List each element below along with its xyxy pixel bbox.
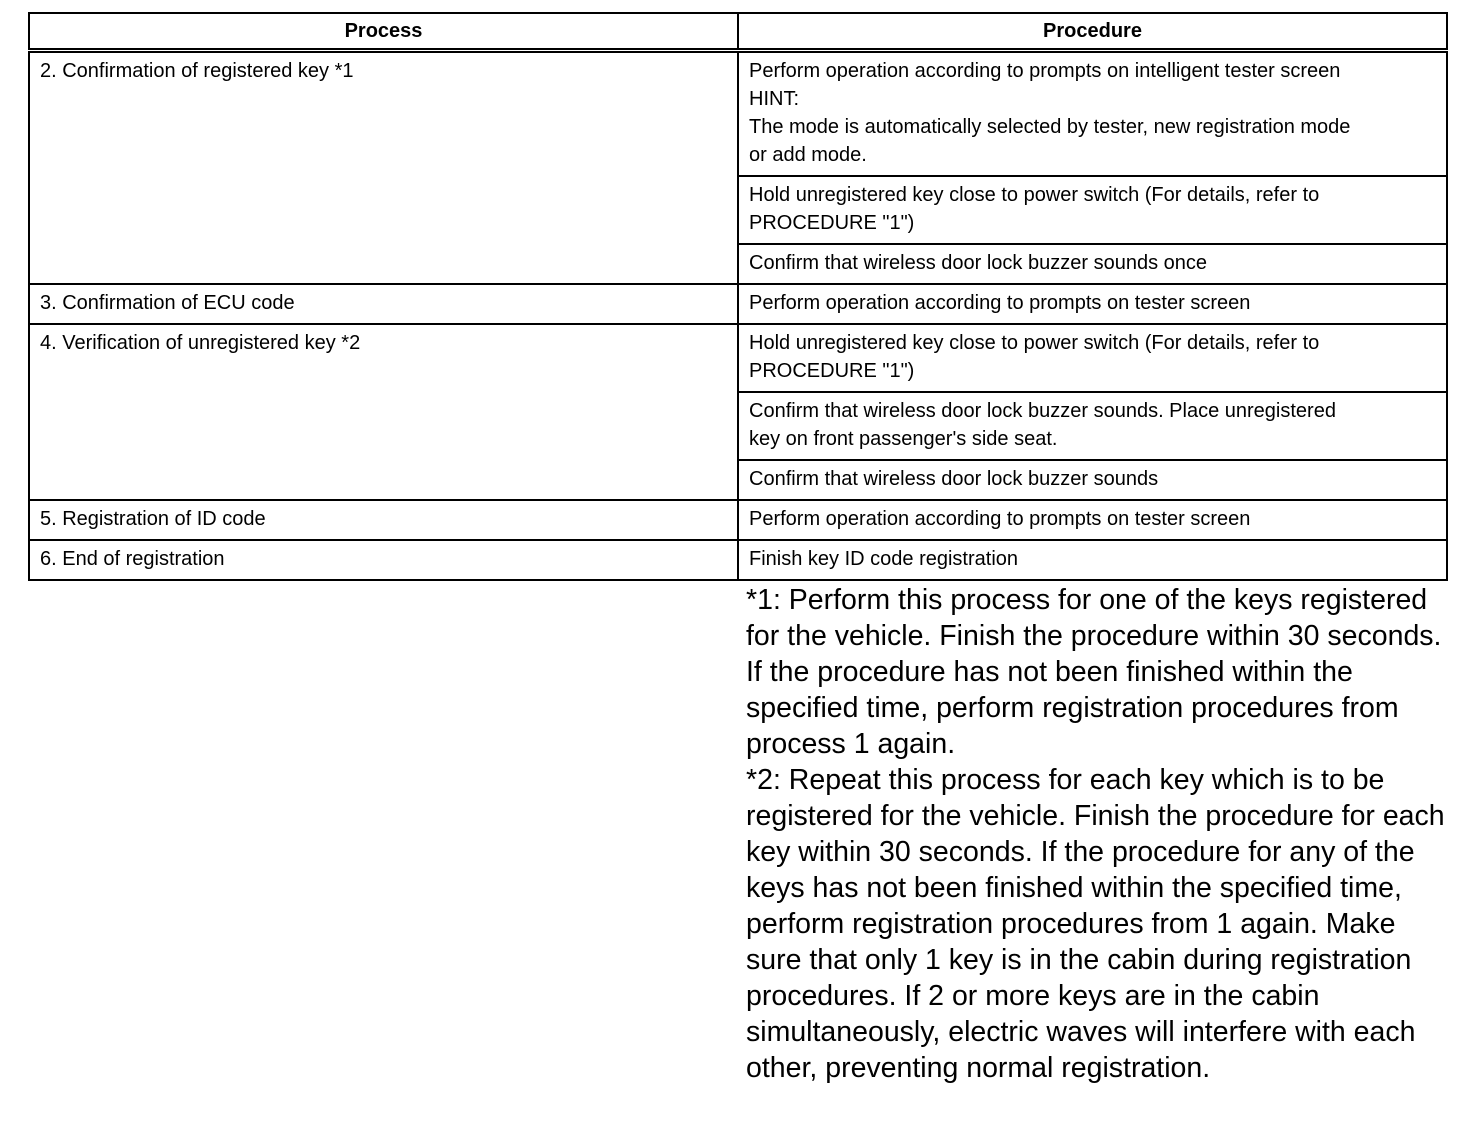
procedure-table — [28, 12, 1448, 581]
procedure-cell — [738, 392, 1447, 460]
procedure-line: Confirm that wireless door lock buzzer sounds. Place unregistered — [749, 400, 1336, 422]
procedure-cell — [738, 500, 1447, 540]
procedure-line: Perform operation according to prompts on tester screen — [749, 292, 1251, 314]
procedure-line: Perform operation according to prompts on intelligent tester screen — [749, 60, 1341, 82]
table-body — [29, 51, 1447, 581]
procedure-line: Hold unregistered key close to power switch (For details, refer to — [749, 332, 1320, 354]
procedure-line: Hold unregistered key close to power switch (For details, refer to — [749, 184, 1320, 206]
process-cell: 6. End of registration — [29, 540, 738, 580]
header-procedure: Procedure — [738, 13, 1447, 51]
procedure-line: Finish key ID code registration — [749, 548, 1019, 570]
header-process: Process — [29, 13, 738, 51]
procedure-cell — [738, 540, 1447, 580]
process-cell: 2. Confirmation of registered key *1 — [29, 51, 738, 285]
procedure-line: or add mode. — [749, 144, 867, 166]
procedure-line: key on front passenger's side seat. — [749, 428, 1058, 450]
procedure-cell — [738, 244, 1447, 284]
footnote-2: *2: Repeat this process for each key which is to be registered for the vehicle. Finish the procedure for each key within 30 seconds. If the procedure for any of the keys has not been finished within the specified time, perform registration procedures from 1 again. Make sure that only 1 key is in the cabin during registration procedures. If 2 or more keys are in the cabin simultaneously, electric waves will interfere with each other, preventing normal registration. — [746, 764, 1445, 1084]
process-cell: 4. Verification of unregistered key *2 — [29, 324, 738, 500]
procedure-cell — [738, 460, 1447, 500]
procedure-line: PROCEDURE "1") — [749, 212, 915, 234]
procedure-line: PROCEDURE "1") — [749, 360, 915, 382]
procedure-cell — [738, 284, 1447, 324]
footnote-1: *1: Perform this process for one of the keys registered for the vehicle. Finish the procedure within 30 seconds. If the procedure has not been finished within the specified time, perform registration procedures from process 1 again. — [746, 584, 1442, 760]
table-header-row — [29, 13, 1447, 51]
procedure-cell — [738, 324, 1447, 392]
process-cell: 3. Confirmation of ECU code — [29, 284, 738, 324]
procedure-cell — [738, 51, 1447, 177]
procedure-line: Perform operation according to prompts on tester screen — [749, 508, 1251, 530]
procedure-line: Confirm that wireless door lock buzzer sounds — [749, 468, 1159, 490]
table-row — [29, 51, 1447, 177]
table-row — [29, 500, 1447, 540]
table-row — [29, 324, 1447, 392]
table-row — [29, 284, 1447, 324]
process-cell: 5. Registration of ID code — [29, 500, 738, 540]
procedure-line: The mode is automatically selected by tester, new registration mode — [749, 116, 1351, 138]
procedure-line: HINT: — [749, 88, 799, 110]
procedure-cell — [738, 176, 1447, 244]
table-row — [29, 540, 1447, 580]
procedure-line: Confirm that wireless door lock buzzer sounds once — [749, 252, 1207, 274]
footnotes — [746, 582, 1446, 1086]
